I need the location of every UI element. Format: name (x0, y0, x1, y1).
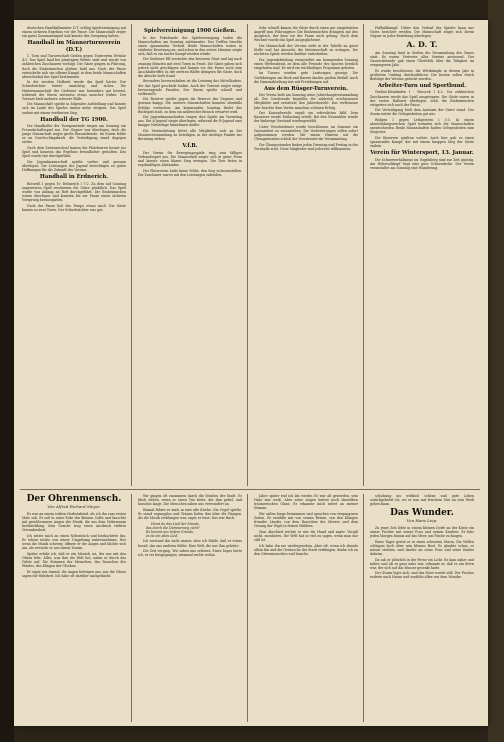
heading: V.f.B. (182, 143, 198, 150)
column-2: Spielvereinigung 1900 Gießen. In der Pokalrunde der Spielvereinigung trafen die Mannschaften am Sonntag aufeinander. Das Treffen brachte einen spannenden Verlauf. Beide Mannschaften traten in stärkster Besetzung an, und schon in den ersten Minuten zeigte sich, daß es ein harter Kampf werden würde. Die Gießener Elf erwischte den besseren Start und lag nach zwanzig Minuten mit zwei Toren in Front. Die Gäste gaben sich jedoch nicht geschlagen und kamen vor der Pause noch zum Anschlußtreffer. In der zweiten Hälfte drängten die Gäste, doch die Abwehr hielt stand. Besonders hervorzuheben ist die Leistung des Mittelläufers, der das Spiel geschickt lenkte. Auch der Torwart zeigte einige hervorragende Paraden. Der Sturm spielte schnell und zielbewußt. Die Reserve spielte gegen die Reserve des Gegners und gewann knapp. Die unteren Mannschaften konnten ebenfalls Erfolge verbuchen. Am kommenden Sonntag findet das Rückspiel statt, zu dem ein zahlreicher Besuch erwartet wird. Die Jugendmannschaften trugen ihre Spiele am Vormittag aus. Die A-Jugend siegte überlegen, während die B-Jugend eine knappe Niederlage hinnehmen mußte. Die Vereinsleitung bittet alle Mitglieder, sich an der Monatsversammlung zu beteiligen, in der wichtige Punkte zur Beratung stehen. V.f.B. Der Verein für Bewegungsspiele trug sein fälliges Verbandsspiel aus. Die Mannschaft zeigte sich in guter Form und konnte einen klaren Sieg erringen. Die Tore fielen in regelmäßigen Abständen. Der Platzverein hatte keine Mühe, den Sieg sicherzustellen. Die Zuschauer waren mit den Leistungen zufrieden. (138, 28, 242, 177)
column-divider (131, 494, 132, 722)
heading: Handball im Männerturnverein (D.T.) (27, 40, 121, 53)
story-title: Der Ohrenmensch. (26, 494, 122, 504)
heading: Verein für Wintersport, 13. Januar. (370, 150, 474, 157)
heading: Arbeiter-Turn und Sportbund. (377, 82, 467, 89)
column-1: deutschen Handballmeister D.T. schlug Spielvereinigung mit einem sicheren Ergebnis vor der Pause. Die Mannschaft zeigte ein gutes Zusammenspiel und konnte den Vorsprung halten. Handball im Männerturnverein (D.T.) 1. Turn und Turnerschaft Gießen gegen Turnverein Wetzlar 4:3. Das Spiel fand bei günstigem Wetter statt und wurde von zahlreichen Zuschauern verfolgt. Die Gäste gingen in Führung, doch die Einheimischen glichen bald aus. Nach der Pause entwickelte sich ein offener Kampf, in dem beide Mannschaften abwechselnd das Spiel bestimmten. In der zweiten Halbzeit wurde das Spiel härter. Der Schiedsrichter leitete umsichtig und sicher. Die Hintermannschaft der Gießener war besonders gut besetzt, während der Sturm zeitweise etwas unsicher wirkte. Der Torwart hielt mehrere schwere Bälle. Die Mannschaft spielte in folgender Aufstellung und konnte sich im Laufe des Spieles immer mehr steigern. Das Spiel endete mit einem verdienten Sieg. Handball der TG 1900. Die Handballer der Turngemeinde trugen am Sonntag ein Freundschaftsspiel aus. Der Gegner war überlegen, doch die junge Mannschaft zeigte große Einsatzfreude. Im Sturm fehlte es an Durchschlagskraft, die Verteidigung stand dagegen sicher. Nach dem Seitenwechsel kamen die Platzherren besser ins Spiel und konnten das Ergebnis freundlicher gestalten. Das Spiel wurde fair durchgeführt. Die Jugendmannschaft spielte vorher und gewann überlegen. Die Leistungen der Jugend berechtigen zu guten Hoffnungen für die Zukunft des Vereins. Handball in Erdnerich. Rotweiß I gegen Tv. Erdnerich I 7:2. Zu dem auf Sonntag angesetzten Spiel erschienen die Gäste pünktlich. Das Spiel wurde von Anfang an flott durchgeführt. Die Einheimischen waren überlegen und konnten bis zur Pause einen sicheren Vorsprung herausspielen. Nach der Pause ließ das Tempo etwas nach. Die Gäste kamen zu zwei Toren. Der Schiedsrichter war gut. (22, 26, 126, 212)
story-byline: Von Alfred Richard Meyer. (47, 504, 101, 509)
heading: Spielvereinigung 1900 Gießen. (144, 28, 236, 34)
story-der-ohrenmensch: Der Ohrenmensch. Von Alfred Richard Meyer. Es war an einem trüben Herbstabend, als ich ihn zum ersten Male sah. Er saß in einer Ecke des kleinen Cafés und lauschte mit geschlossenen Augen der Musik, die aus dem Nebenraum herüberklang. Sein Gesicht trug einen Ausdruck tiefster Versunkenheit. Ich setzte mich an einen Nebentisch und beobachtete ihn. Er schien nichts von seiner Umgebung wahrzunehmen. Nur wenn die Musik schwieg, öffnete er die Augen und blickte sich um, als erwache er aus einem Traum. Später erfuhr ich, daß er ein Mensch sei, der nur mit den Ohren lebe. Alles, was ihm die Welt bot, nahm er durch das Gehör auf. Die Stimmen der Menschen, das Rauschen des Windes, das Klingen der Glocken. Er sagte mir einmal, die Augen betrügen uns, nur die Ohren sagen die Wahrheit. Ich habe oft darüber nachgedacht. (22, 494, 126, 578)
column-divider (363, 24, 364, 486)
section-divider (20, 489, 480, 490)
column-divider (247, 494, 248, 722)
heading: Handball der TG 1900. (40, 116, 108, 123)
column-divider (247, 24, 248, 486)
story-das-wunder: schickung ins wirklich schöne und gute Leben zurückgekehrt ist, wo er nun mit frischem Mut an sein Werk gehen kann. Das Wunder. Von Hans Leip. Zu jener Zeit lebte in einem kleinen Dorfe an der Küste ein armer Fischer mit seiner Frau und seinen Kindern. Er fuhr jeden Morgen hinaus auf das Meer, um Fische zu fangen. Eines Tages geriet er in einen schweren Sturm. Die Wellen schlugen hoch über sein kleines Boot. Er glaubte schon, er müsse sterben, und dachte an seine Frau und seine Kinder daheim. Da sah er plötzlich in der Ferne ein Licht. Es kam näher und näher, und als es ganz nahe war, erkannte er, daß es ein Stern war, der sich auf das Wasser gesenkt hatte. Der Sturm legte sich, und das Meer wurde still. Der Fischer ruderte nach Hause und erzählte allen von dem Wunder. (370, 494, 474, 580)
column-4: Fußballkampf. Ueber den Verlauf des Spieles kann nur Gutes berichtet werden. Die Mannschaft zeigte sich ihrem Gegner in jeder Beziehung überlegen. A. D. T. Am Sonntag fand in Gießen die Versammlung des Gaues statt. Es waren Vertreter aller Vereine anwesend. Der Gauvorsitzende gab einen Überblick über die Tätigkeit im vergangenen Jahr. Es wurde beschlossen, die Wettkämpfe in diesem Jahr in größerem Umfang durchzuführen. Die Kosten sollen durch Beiträge der Vereine gedeckt werden. Arbeiter-Turn und Sportbund. Gießen-Kleinlinden I - Wieseck I 4:2. Vor zahlreichen Zuschauern wurde das Spiel ausgetragen. Die Gäste waren in der ersten Halbzeit überlegen, doch die Einheimischen steigerten sich nach der Pause. Die Verteidigung hielt dem Ansturm der Gäste stand. Der Sturm nutzte die Gelegenheiten gut aus. Rödgen I gegen Leihgestern I 3:3. In einem abwechslungsreichen Spiel trennten sich die Mannschaften unentschieden. Beide Mannschaften hatten Gelegenheiten zum Siegestor. Die Reserven spielten vorher. Auch hier gab es einen spannenden Kampf, der mit einem knappen Sieg der Gäste endete. Verein für Wintersport, 13. Januar. Die Schneeverhältnisse im Vogelsberg sind zur Zeit günstig. Am Hoherodskopf liegt eine gute Schneedecke. Der Verein veranstaltet am Sonntag eine Wanderung. (370, 26, 474, 170)
story-continued-1: Wir gingen oft zusammen durch die Straßen der Stadt. Er blieb stehen, wenn er einen Ton hörte, der ihm gefiel, und lauschte lange. Die Menschen sahen uns verwundert an. Einmal führte er mich in eine alte Kirche. Die Orgel spielte. Er stand regungslos und Tränen liefen ihm über die Wangen. Als die Musik verklungen war, sagte er leise: Das war Bach. Hörst du das Lied der Stunde, das durch die Dämmerung zieht? Es kommt aus tiefem Grunde, es ist ein altes Lied. Ich verstand ihn nicht immer, aber ich fühlte, daß er etwas besaß, das uns anderen fehlte. Eine Welt, die nur ihm gehörte. Die Zeit verging. Wir sahen uns seltener. Eines Tages hörte ich, er sei fortgegangen, niemand wußte wohin. (138, 494, 242, 558)
heading: A. D. T. (406, 40, 438, 50)
heading: Handball in Erdnerich. (39, 174, 109, 181)
newspaper-page (14, 20, 488, 726)
story-title: Das Wunder. (390, 507, 454, 518)
heading: Aus dem Rüsger-Turnverein. (264, 85, 348, 92)
scan-left-edge (0, 0, 14, 742)
scan-right-edge (488, 0, 504, 742)
story-continued-2: Jahre später traf ich ihn wieder. Er war alt geworden, sein Haar war weiß. Aber seine Augen hatten noch denselben träumerischen Glanz. Er erkannte mich sofort an meiner Stimme. Wir saßen lange beisammen und sprachen von vergangenen Zeiten. Er erzählte mir von seinen Reisen, von den Klängen fremder Länder, von dem Rauschen des Meeres und dem Gesang der Vögel in fernen Wäldern. Zum Abschied reichte er mir die Hand und sagte: Vergiß nicht, zuzuhören. Die Welt hat so viel zu sagen, wenn man nur still ist. Ich habe ihn nie wiedergesehen. Aber oft, wenn ich abends allein bin und die Geräusche der Stadt verklingen, denke ich an den Ohrenmenschen und lausche. (254, 494, 358, 556)
column-divider (363, 494, 364, 722)
column-3: Sehr schnell kamen die Gäste durch einen gut eingeleiteten Angriff zum Führungstor. Die Einheimischen drängten auf den Ausgleich, der kurz vor der Pause auch gelang. Nach dem Wechsel wurde das Spiel ausgeglichener. Die Mannschaft des Vereins steht in der Tabelle an guter Stelle und hat Aussicht, die Meisterschaft zu erringen. Die nächsten Spiele werden darüber entscheiden. Die Jugendabteilung veranstaltet am kommenden Sonntag einen Werbeabend, zu dem alle Freunde des Sportes herzlich eingeladen sind. Es wird ein reichhaltiges Programm geboten. Im Turnen wurden gute Leistungen gezeigt. Die Vorführungen am Reck und Barren fanden großen Beifall. Auch die Damenabteilung trat mit Freiübungen auf. Aus dem Rüsger-Turnverein. Der Verein hielt am Samstag seine Jahreshauptversammlung ab. Der Vorsitzende begrüßte die zahlreich erschienenen Mitglieder und erstattete den Jahresbericht. Das verflossene Jahr brachte dem Verein manchen schönen Erfolg. Der Kassenbericht ergab ein erfreuliches Bild. Dem Kassierer wurde Entlastung erteilt. Bei den Neuwahlen wurde der bisherige Vorstand wiedergewählt. Unter Verschiedenes wurde beschlossen, im Sommer ein Gauturnfest zu veranstalten. Die Vorbereitungen sollen sofort aufgenommen werden. Mit einem Hinweis auf die Übungsstunden schloß der Vorsitzende die Versammlung. Die Übungsstunden finden jeden Dienstag und Freitag in der Turnhalle statt. Neue Mitglieder sind jederzeit willkommen. (254, 26, 358, 151)
story-byline: Von Hans Leip. (406, 517, 438, 523)
column-divider (131, 24, 132, 486)
